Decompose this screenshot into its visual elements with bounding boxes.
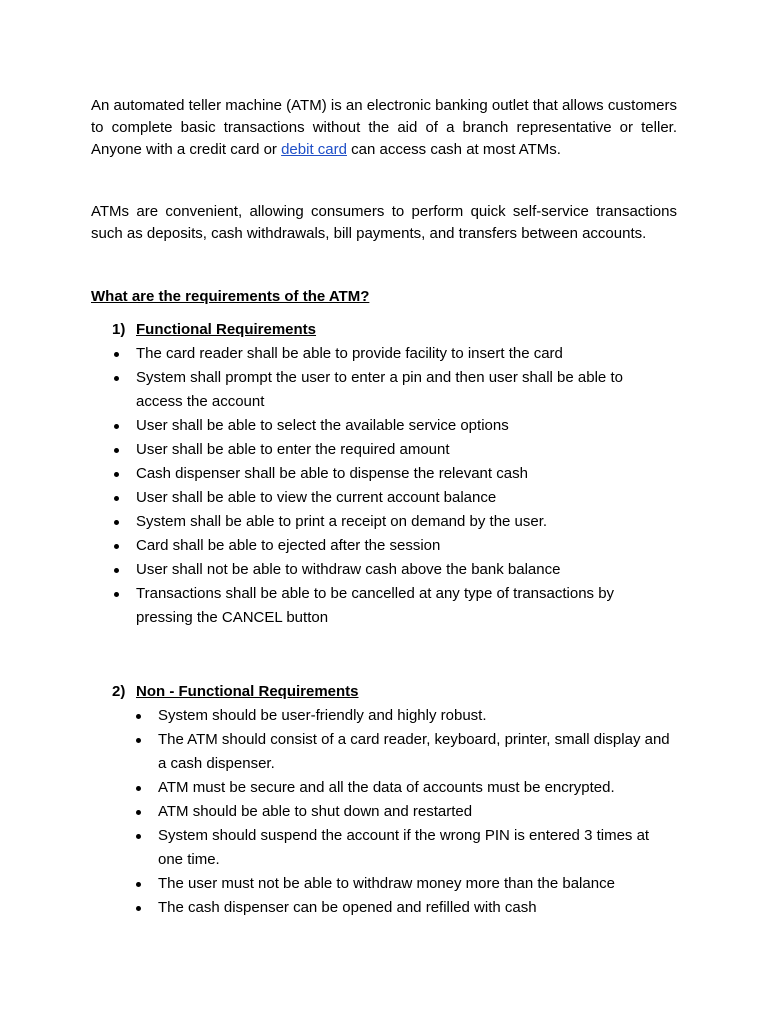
section-number: 1) [112, 321, 126, 338]
list-item [136, 776, 676, 800]
bullet-icon [136, 882, 141, 887]
bullet-icon [136, 810, 141, 815]
list-item [136, 824, 676, 872]
bullet-icon [114, 472, 119, 477]
bullet-icon [114, 448, 119, 453]
list-item [136, 728, 676, 776]
bullet-icon [114, 592, 119, 597]
section-title-text: Non - Functional Requirements [136, 683, 359, 700]
intro-paragraph-2: ATMs are convenient, allowing consumers to perform quick self-service transactions such as deposits, cash withdrawals, bill payments, and transfers between accounts. [91, 203, 677, 242]
list-item [136, 872, 676, 896]
bullet-icon [136, 738, 141, 743]
list-item-text: ATM must be secure and all the data of accounts must be encrypted. [158, 779, 615, 796]
non-functional-requirements-list [136, 704, 676, 920]
list-item-text: User shall be able to select the available service options [136, 417, 509, 434]
list-item-text: The cash dispenser can be opened and refilled with cash [158, 899, 537, 916]
list-item-text: System should be user-friendly and highly robust. [158, 707, 487, 724]
bullet-icon [114, 496, 119, 501]
debit-card-link[interactable]: debit card [281, 141, 347, 158]
list-item [114, 414, 654, 438]
list-item [114, 486, 654, 510]
list-item-text: System should suspend the account if the wrong PIN is entered 3 times at one time. [158, 827, 650, 868]
intro-paragraph-1-start: An automated teller machine (ATM) is an electronic banking outlet that allows customers to complete basic transactions without the aid of a branch representative or teller. Anyone with a credit card or [91, 97, 677, 158]
list-item-text: System shall prompt the user to enter a pin and then user shall be able to access the account [136, 369, 623, 410]
list-item [114, 438, 654, 462]
bullet-icon [136, 714, 141, 719]
list-item-text: Cash dispenser shall be able to dispense the relevant cash [136, 465, 528, 482]
list-item-text: Transactions shall be able to be cancelled at any type of transactions by pressing the CANCEL button [136, 585, 615, 626]
list-item [114, 366, 654, 414]
list-item-text: ATM should be able to shut down and restarted [158, 803, 473, 820]
list-item [114, 534, 654, 558]
list-item [136, 704, 676, 728]
list-item-text: The ATM should consist of a card reader, keyboard, printer, small display and a cash dispenser. [158, 731, 670, 772]
bullet-icon [114, 568, 119, 573]
bullet-icon [136, 786, 141, 791]
list-item-text: User shall be able to view the current account balance [136, 489, 497, 506]
intro-paragraph-1-end: can access cash at most ATMs. [346, 141, 561, 158]
list-item [136, 800, 676, 824]
bullet-icon [114, 376, 119, 381]
list-item-text: The user must not be able to withdraw money more than the balance [158, 875, 615, 892]
bullet-icon [136, 834, 141, 839]
bullet-icon [114, 424, 119, 429]
list-item-text: System shall be able to print a receipt on demand by the user. [136, 513, 548, 530]
bullet-icon [136, 906, 141, 911]
list-item-text: User shall be able to enter the required amount [136, 441, 450, 458]
requirements-heading: What are the requirements of the ATM? [91, 288, 370, 305]
list-item-text: Card shall be able to ejected after the session [136, 537, 441, 554]
list-item-text: The card reader shall be able to provide facility to insert the card [136, 345, 563, 362]
list-item [114, 462, 654, 486]
bullet-icon [114, 352, 119, 357]
bullet-icon [114, 544, 119, 549]
list-item [114, 582, 654, 630]
section-title-text: Functional Requirements [136, 321, 317, 338]
list-item [114, 510, 654, 534]
list-item [136, 896, 676, 920]
list-item [114, 558, 654, 582]
list-item-text: User shall not be able to withdraw cash above the bank balance [136, 561, 561, 578]
list-item [114, 342, 654, 366]
functional-requirements-list [114, 342, 654, 630]
bullet-icon [114, 520, 119, 525]
intro-paragraph-1 [91, 95, 677, 161]
section-number: 2) [112, 683, 126, 700]
